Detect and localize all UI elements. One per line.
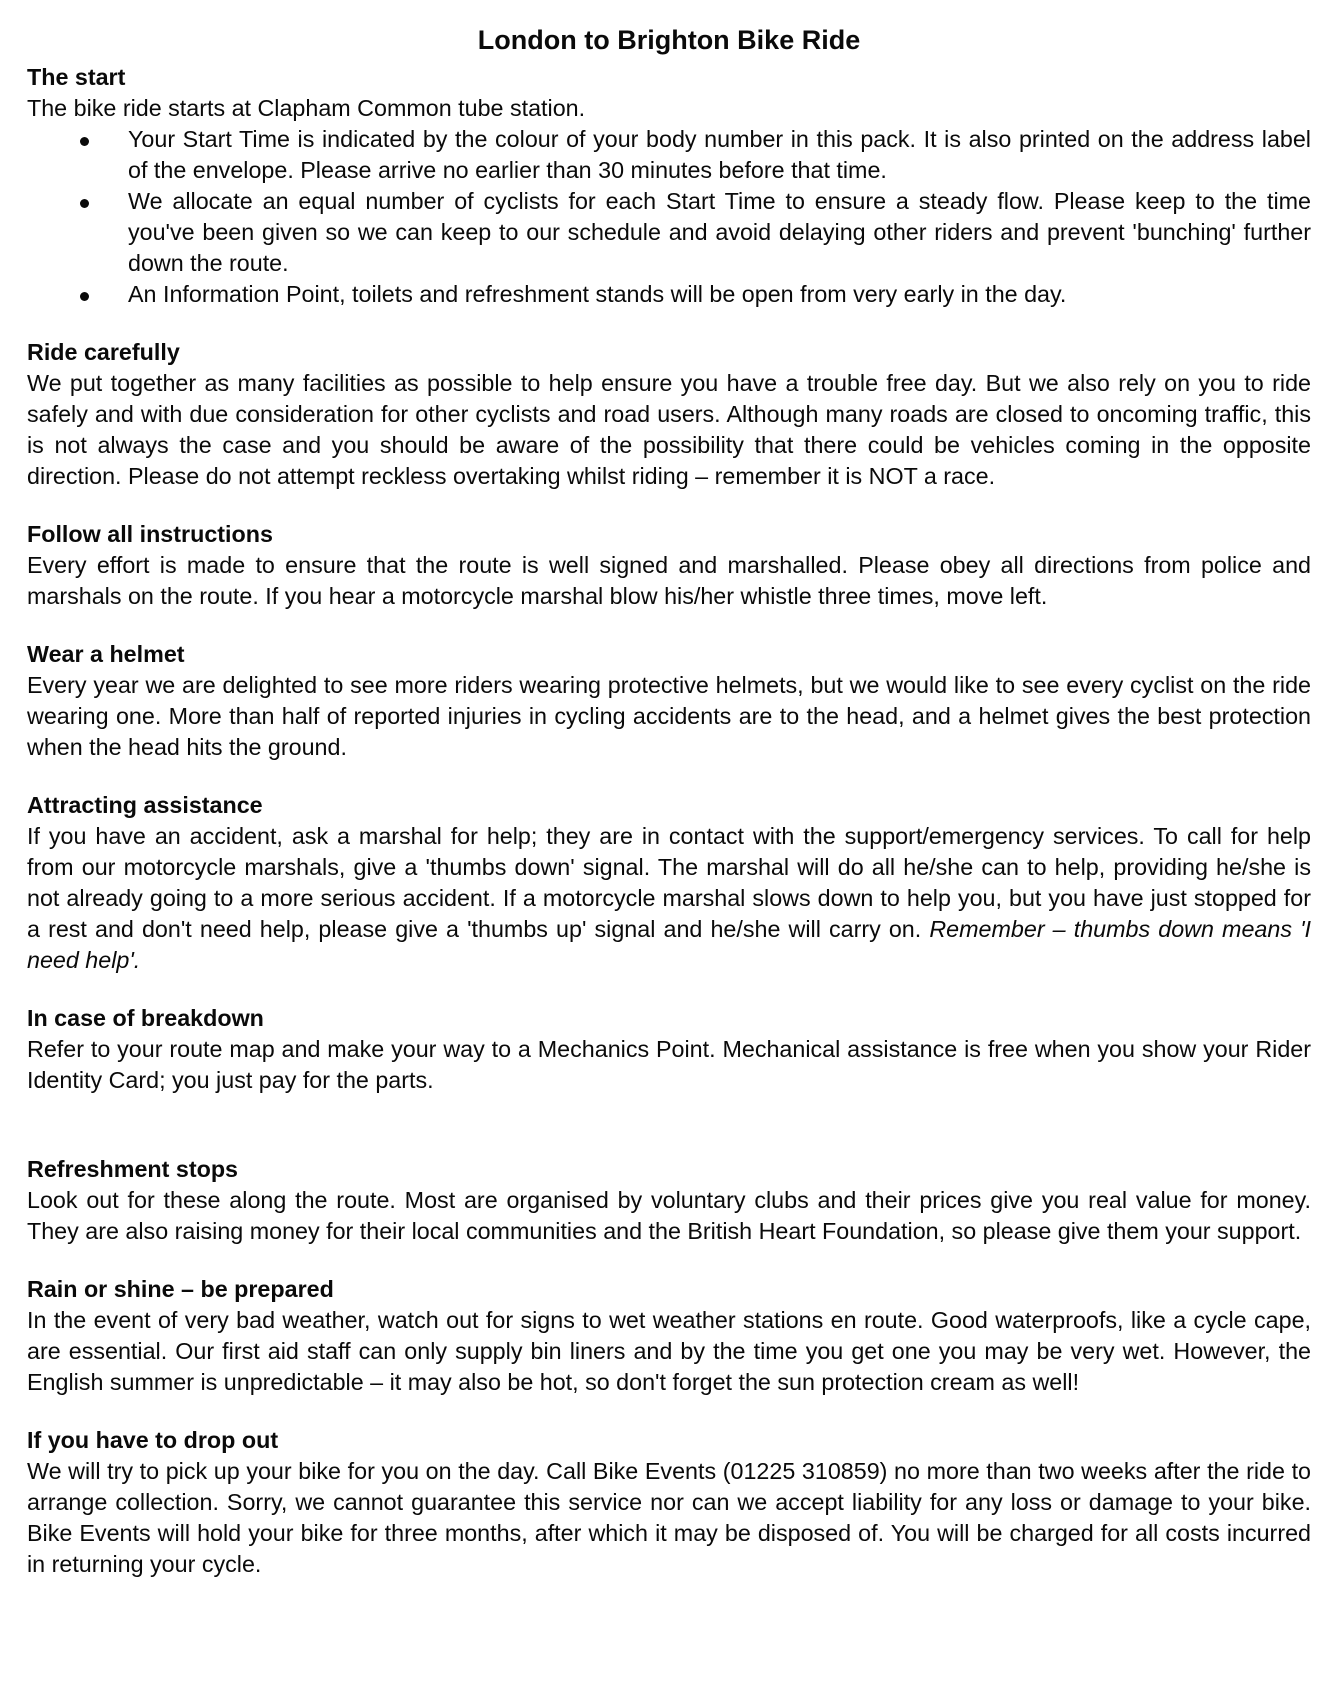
section-heading: Follow all instructions xyxy=(27,521,273,547)
section-body: Every year we are delighted to see more riders wearing protective helmets, but we would like to see every cyclist on the ride wearing one. More than half of reported injuries in cycling accidents are to the head, and a helmet gives the best protection when the head hits the ground. xyxy=(27,672,1311,760)
bullet-text: We allocate an equal number of cyclists for each Start Time to ensure a steady flow. Please keep to the time you've been given so we can keep to our schedule and avoid delaying other riders and prevent 'bunching' further down the route. xyxy=(128,188,1311,276)
page-title: London to Brighton Bike Ride xyxy=(477,25,861,55)
section-body: Look out for these along the route. Most are organised by voluntary clubs and their prices give you real value for money. They are also raising money for their local communities and the British Heart Foundation, so please give them your support. xyxy=(27,1187,1311,1244)
section-follow-all-instructions xyxy=(27,519,1311,612)
section-heading: In case of breakdown xyxy=(27,1005,264,1031)
section-if-you-have-to-drop-out xyxy=(27,1425,1311,1580)
bullet-item xyxy=(128,186,1311,279)
section-body: Every effort is made to ensure that the route is well signed and marshalled. Please obey all directions from police and marshals on the route. If you hear a motorcycle marshal blow his/her whistle three times, move left. xyxy=(27,552,1311,609)
bullet-item xyxy=(128,279,1311,310)
section-body: In the event of very bad weather, watch out for signs to wet weather stations en route. Good waterproofs, like a cycle cape, are essential. Our first aid staff can only supply bin liners and by the time you get one you may be very wet. However, the English summer is unpredictable – it may also be hot, so don't forget the sun protection cream as well! xyxy=(27,1307,1311,1395)
bullet-dot-icon xyxy=(80,292,89,301)
section-heading: Rain or shine – be prepared xyxy=(27,1276,334,1302)
section-body-text: If you have an accident, ask a marshal for help; they are in contact with the support/emergency services. To call for help from our motorcycle marshals, give a 'thumbs down' signal. The marshal will do all he/she can to help, providing he/she is not already going to a more serious accident. If a motorcycle marshal slows down to help you, but you have just stopped for a rest and don't need help, please give a 'thumbs up' signal and he/she will carry on. xyxy=(27,823,1311,942)
bullet-list xyxy=(27,124,1311,310)
section-refreshment-stops xyxy=(27,1154,1311,1247)
section-body: We will try to pick up your bike for you on the day. Call Bike Events (01225 310859) no more than two weeks after the ride to arrange collection. Sorry, we cannot guarantee this service nor can we accept liability for any loss or damage to your bike. Bike Events will hold your bike for three months, after which it may be disposed of. You will be charged for all costs incurred in returning your cycle. xyxy=(27,1458,1311,1577)
section-heading: Wear a helmet xyxy=(27,641,185,667)
section-heading: If you have to drop out xyxy=(27,1427,279,1453)
section-body xyxy=(27,821,1311,976)
section-intro: The bike ride starts at Clapham Common tube station. xyxy=(27,95,586,121)
bullet-text: Your Start Time is indicated by the colour of your body number in this pack. It is also printed on the address label of the envelope. Please arrive no earlier than 30 minutes before that time. xyxy=(128,126,1311,183)
section-the-start xyxy=(27,62,1311,310)
section-body: Refer to your route map and make your way to a Mechanics Point. Mechanical assistance is free when you show your Rider Identity Card; you just pay for the parts. xyxy=(27,1036,1311,1093)
section-attracting-assistance xyxy=(27,790,1311,976)
section-heading: Ride carefully xyxy=(27,339,180,365)
bullet-dot-icon xyxy=(80,137,89,146)
section-body: We put together as many facilities as possible to help ensure you have a trouble free day. But we also rely on you to ride safely and with due consideration for other cyclists and road users. Although many roads are closed to oncoming traffic, this is not always the case and you should be aware of the possibility that there could be vehicles coming in the opposite direction. Please do not attempt reckless overtaking whilst riding – remember it is NOT a race. xyxy=(27,370,1311,489)
section-in-case-of-breakdown xyxy=(27,1003,1311,1096)
section-heading: Refreshment stops xyxy=(27,1156,239,1182)
section-wear-a-helmet xyxy=(27,639,1311,763)
section-heading: Attracting assistance xyxy=(27,792,263,818)
bullet-dot-icon xyxy=(80,199,89,208)
bullet-text: An Information Point, toilets and refreshment stands will be open from very early in the day. xyxy=(128,281,1067,307)
section-body-italic-text: Remember – thumbs down means 'I need help'. xyxy=(27,916,1312,973)
section-ride-carefully xyxy=(27,337,1311,492)
bullet-item xyxy=(128,124,1311,186)
section-rain-or-shine xyxy=(27,1274,1311,1398)
section-heading: The start xyxy=(27,64,126,90)
